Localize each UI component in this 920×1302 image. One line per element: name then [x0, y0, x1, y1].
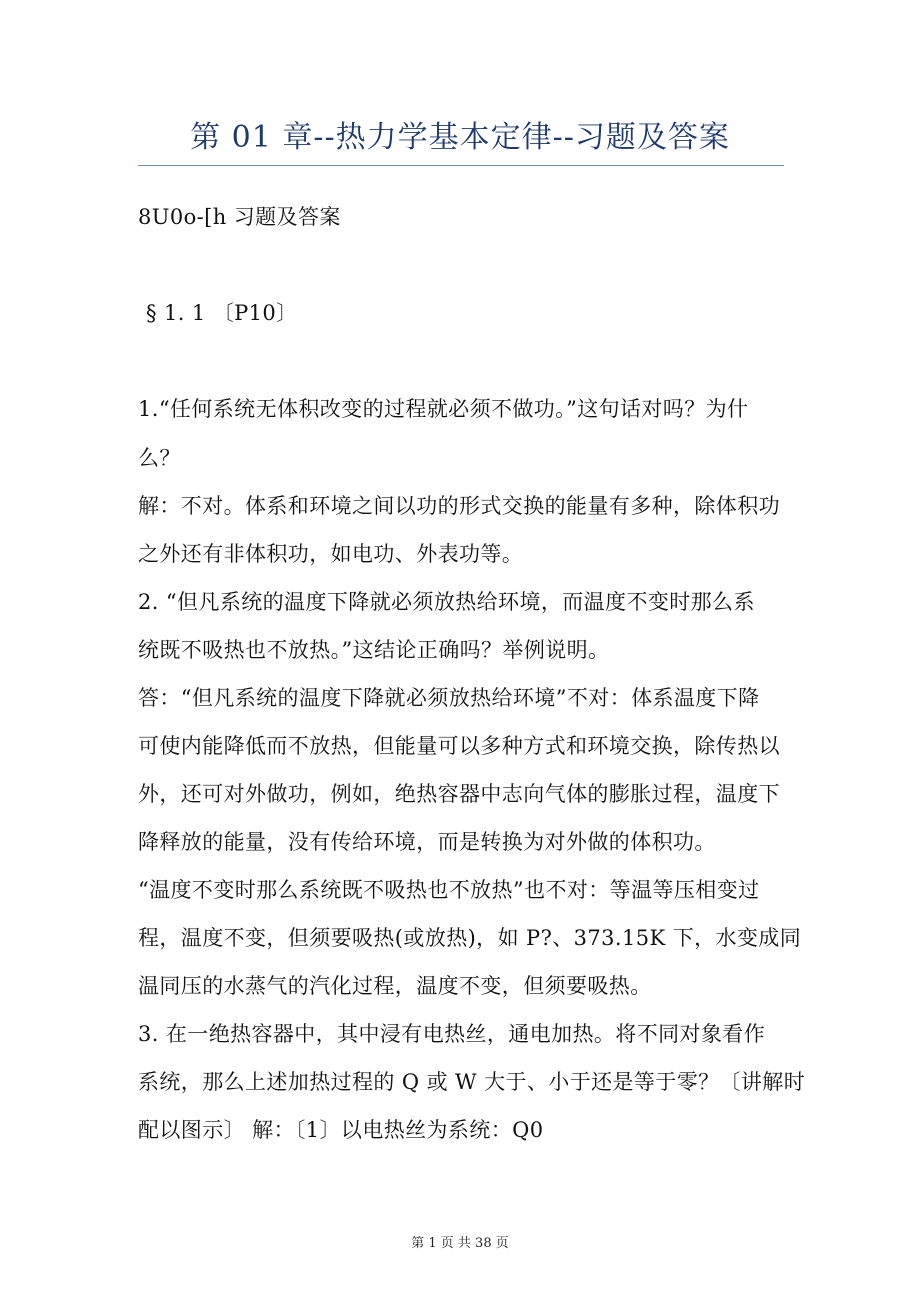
body-line: 2. “但凡系统的温度下降就必须放热给环境，而温度不变时那么系	[138, 590, 755, 614]
body-line: 配以图示〕 解：〔1〕以电热丝为系统：Q0	[138, 1118, 544, 1142]
page-title: 第 01 章--热力学基本定律--习题及答案	[190, 120, 730, 155]
body-line: “温度不变时那么系统既不吸热也不放热”也不对：等温等压相变过	[138, 878, 760, 902]
body-line: 么？	[138, 446, 181, 470]
section-heading: § 1. 1 〔P10〕	[146, 301, 298, 325]
body-line: 系统，那么上述加热过程的 Q 或 W 大于、小于还是等于零？〔讲解时	[138, 1070, 806, 1094]
subtitle: 8U0o-[h 习题及答案	[138, 205, 341, 229]
body-line: 解：不对。体系和环境之间以功的形式交换的能量有多种，除体积功	[138, 494, 780, 518]
body-line: 答：“但凡系统的温度下降就必须放热给环境”不对：体系温度下降	[138, 686, 760, 710]
page-footer: 第 1 页 共 38 页	[411, 1236, 509, 1251]
body-line: 降释放的能量，没有传给环境，而是转换为对外做的体积功。	[138, 830, 716, 854]
body-line: 外，还可对外做功，例如，绝热容器中志向气体的膨胀过程，温度下	[138, 782, 780, 806]
body-line: 统既不吸热也不放热。”这结论正确吗？举例说明。	[138, 638, 610, 662]
body-line: 3. 在一绝热容器中，其中浸有电热丝，通电加热。将不同对象看作	[138, 1022, 766, 1046]
body-line: 1.“任何系统无体积改变的过程就必须不做功。”这句话对吗？为什	[138, 397, 749, 421]
body-line: 之外还有非体积功，如电功、外表功等。	[138, 542, 524, 566]
body-line: 可使内能降低而不放热，但能量可以多种方式和环境交换，除传热以	[138, 734, 780, 758]
body-line: 程，温度不变，但须要吸热(或放热)，如 P?、373.15K 下，水变成同	[138, 926, 802, 950]
body-line: 温同压的水蒸气的汽化过程，温度不变，但须要吸热。	[138, 974, 652, 998]
title-divider	[138, 165, 784, 166]
